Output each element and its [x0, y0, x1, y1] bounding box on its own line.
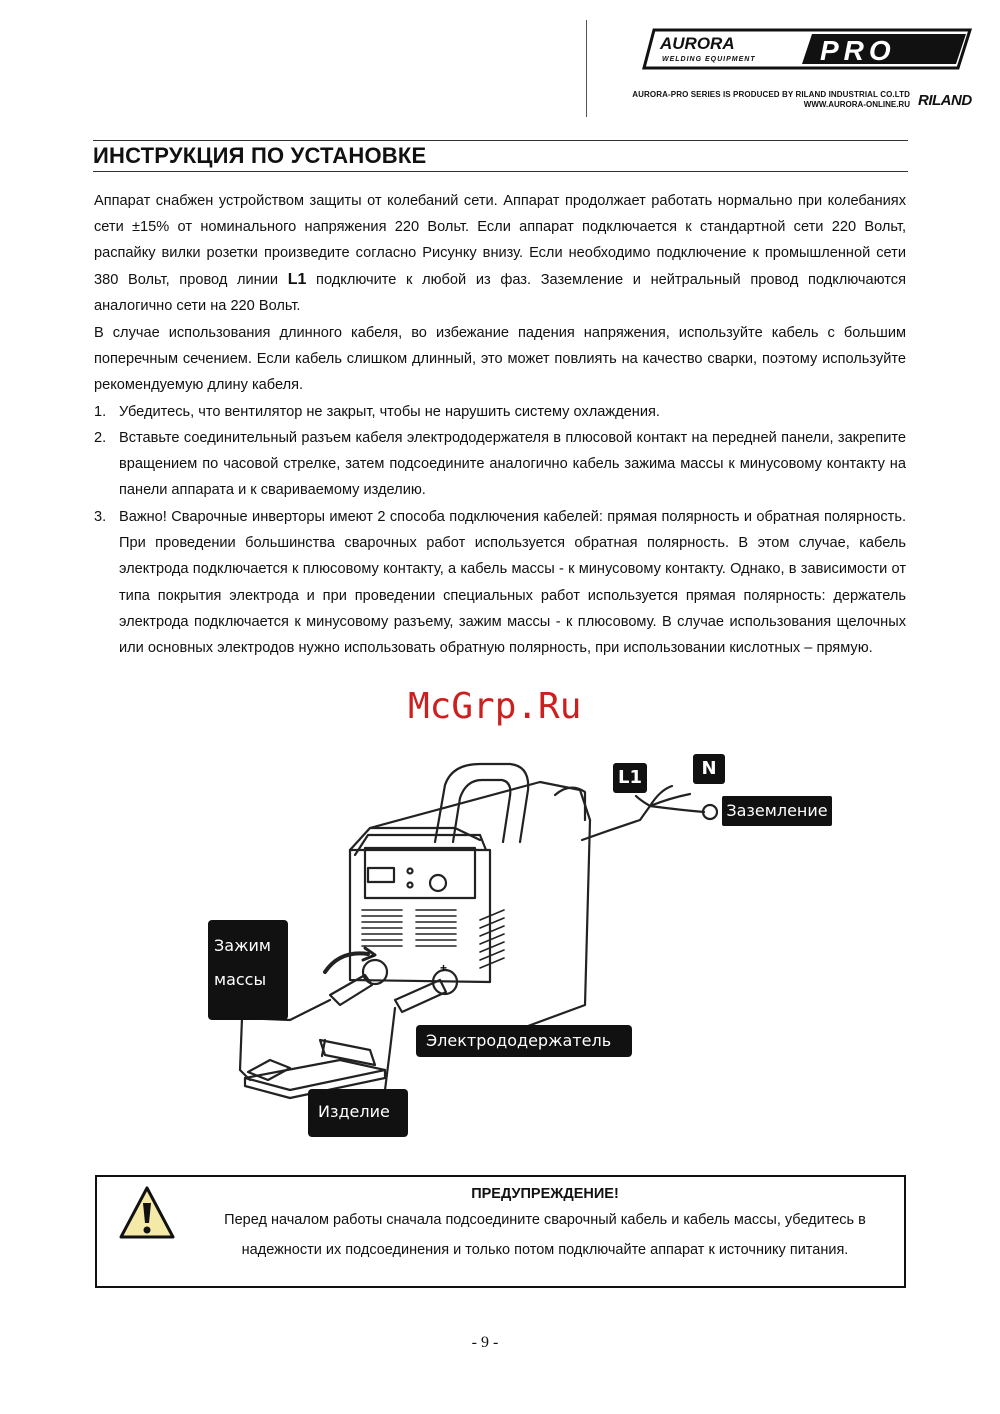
page-number: - 9 -	[471, 1334, 499, 1351]
plus-sign: +	[440, 961, 448, 975]
paragraph-network: Аппарат снабжен устройством защиты от колебаний сети. Аппарат продолжает работать нормально при колебаниях сети ±15% от номинального напряжения 220 Вольт. Если аппарат подключается к стандартной сети 220 Вольт, распайку вилки розетки произведите согласно Рисунку внизу. Если необходимо подключение к промышленной сети 380 Вольт, провод линии L1 подключите к любой из фаз. Заземление и нейтральный провод подключаются аналогично сети на 220 Вольт.	[94, 193, 906, 314]
title-bottom-rule	[93, 171, 908, 172]
warning-icon	[118, 1185, 176, 1241]
header-producer-line: AURORA-PRO SERIES IS PRODUCED BY RILAND INDUSTRIAL CO.LTD	[632, 90, 910, 99]
indicator-led	[408, 869, 413, 874]
minus-sign: -	[370, 947, 375, 963]
header-divider	[586, 20, 587, 117]
warning-title: ПРЕДУПРЕЖДЕНИЕ!	[471, 1186, 619, 1202]
machine-top	[370, 782, 590, 828]
riland-logo: RILAND	[918, 92, 972, 109]
list-item: 1. Убедитесь, что вентилятор не закрыт, чтобы не нарушить систему охлаждения.	[94, 404, 660, 420]
workpiece-plate	[245, 1060, 385, 1090]
label-ground-clamp: Зажим массы	[208, 920, 288, 1020]
bold-l1: L1	[287, 270, 307, 288]
holder-plug	[395, 980, 446, 1012]
current-knob	[430, 875, 446, 891]
header-website: WWW.AURORA-ONLINE.RU	[803, 100, 910, 109]
power-cable	[582, 806, 650, 840]
control-panel	[365, 848, 475, 898]
warning-text-line2: надежности их подсоединения и только потом подключайте аппарат к источнику питания.	[241, 1242, 849, 1258]
label-n: N	[693, 754, 725, 784]
front-vents	[362, 910, 456, 946]
label-l1: L1	[613, 763, 647, 793]
logo-text-pro: PRO	[820, 35, 896, 66]
side-vents	[480, 910, 504, 968]
list-item: 3. Важно! Сварочные инверторы имеют 2 способа подключения кабелей: прямая полярность и обратная полярность. При проведении большинства сварочных работ используется обратная полярность. В этом случае, кабель электрода подключается к плюсовому контакту, а кабель массы - к минусовому контакту. Однако, в зависимости от типа покрытия электрода и при проведении специальных работ используется прямая полярность: держатель электрода подключается к минусовому разъему, зажим массы - к плюсовому. В случае использования щелочных или основных электродов нужно использовать обратную полярность, при использовании кислотных – прямую.	[94, 509, 906, 657]
logo-subtext: WELDING EQUIPMENT	[662, 56, 756, 63]
warning-text-line1: Перед началом работы сначала подсоедините сварочный кабель и кабель массы, убедитесь в	[224, 1212, 866, 1228]
label-ground: Заземление	[722, 796, 832, 826]
label-electrode-holder: Электрододержатель	[416, 1025, 632, 1057]
label-workpiece: Изделие	[308, 1089, 408, 1137]
list-item: 2. Вставьте соединительный разъем кабеля электрододержателя в плюсовой контакт на передней панели, закрепите вращением по часовой стрелке, затем подсоедините аналогично кабель зажима массы к минусовому контакту на панели аппарата и к свариваемому изделию.	[94, 430, 906, 499]
aurora-pro-logo	[640, 22, 978, 76]
page-title: ИНСТРУКЦИЯ ПО УСТАНОВКЕ	[93, 143, 427, 168]
watermark: McGrp.Ru	[408, 686, 582, 727]
rotation-arrow	[325, 953, 368, 972]
title-top-rule	[93, 140, 908, 141]
display-window	[368, 868, 394, 882]
machine-side	[490, 820, 590, 1040]
indicator-led	[408, 883, 413, 888]
logo-text-aurora: AURORA	[660, 34, 735, 53]
machine-handle	[435, 764, 528, 842]
paragraph-cable: В случае использования длинного кабеля, во избежание падения напряжения, используйте кабель с большим поперечным сечением. Если кабель слишком длинный, это может повлиять на качество сварки, поэтому используйте рекомендуемую длину кабеля.	[94, 325, 906, 394]
holder-cable	[375, 1008, 395, 1098]
